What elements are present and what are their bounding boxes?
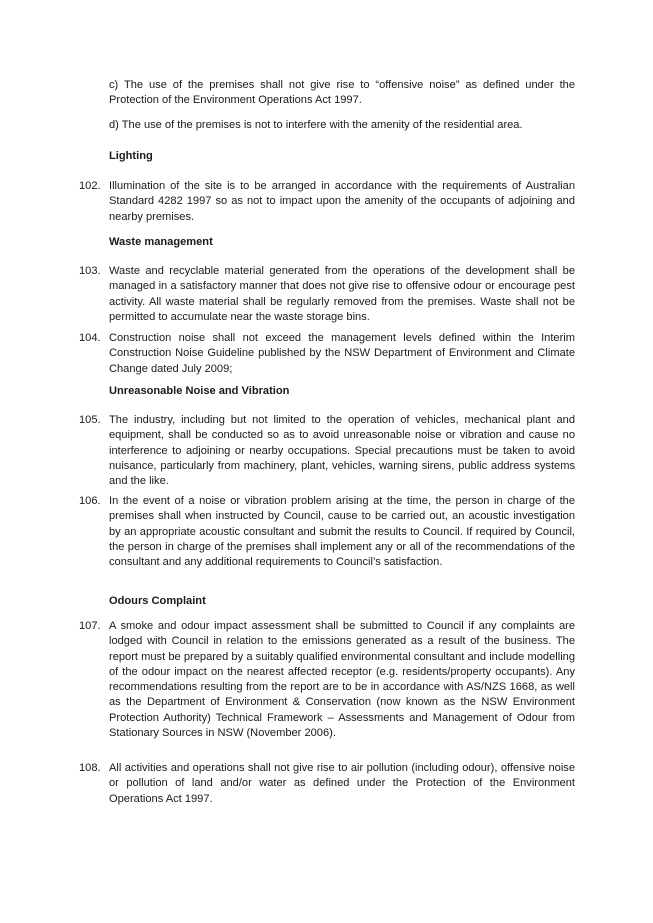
clause-107-number: 107. [79,620,101,632]
heading-odours-complaint: Odours Complaint [109,595,206,607]
clause-102-number: 102. [79,180,101,192]
clause-108-text: All activities and operations shall not give rise to air pollution (including odour), offensive noise or pollution of land and/or water as defined under the Protection of the Environment Operations Act 1997. [109,762,575,805]
clause-106-text: In the event of a noise or vibration problem arising at the time, the person in charge of the premises shall when instructed by Council, cause to be carried out, an acoustic investigation by an appropriate acoustic consultant and submit the results to Council. If required by Council, the person in charge of the premises shall implement any or all of the recommendations of the consultant and any additional requirements to Council’s satisfaction. [109,495,575,569]
clause-106-number: 106. [79,495,101,507]
heading-unreasonable-noise: Unreasonable Noise and Vibration [109,385,290,397]
clause-105-text: The industry, including but not limited to the operation of vehicles, mechanical plant and equipment, shall be conducted so as to avoid unreasonable noise or vibration and cause no interference to adjoining or nearby occupations. Special precautions must be taken to avoid nuisance, particularly from machinery, plant, vehicles, warning sirens, public address systems and the like. [109,414,575,488]
clause-d: d) The use of the premises is not to interfere with the amenity of the residential area. [109,119,523,131]
clause-c: c) The use of the premises shall not give rise to “offensive noise” as defined under the Protection of the Environment Operations Act 1997. [109,79,575,107]
clause-102-text: Illumination of the site is to be arranged in accordance with the requirements of Australian Standard 4282 1997 so as not to impact upon the amenity of the occupants of adjoining and nearby premises. [109,180,575,223]
heading-lighting: Lighting [109,150,153,162]
clause-107-text: A smoke and odour impact assessment shall be submitted to Council if any complaints are lodged with Council in relation to the emissions generated as a result of the business. The report must be prepared by a suitably qualified environmental consultant and include modelling of the odour impact on the nearest affected receptor (e.g. residents/property occupants). Any recommendations resulting from the report are to be in accordance with AS/NZS 1668, as well as the Department of Environment & Conservation (now known as the NSW Environment Protection Authority) Technical Framework – Assessments and Management of Odour from Stationary Sources in NSW (November 2006). [109,620,575,740]
clause-104-number: 104. [79,332,101,344]
clause-108-number: 108. [79,762,101,774]
clause-103-text: Waste and recyclable material generated from the operations of the development shall be managed in a satisfactory manner that does not give rise to offensive odour or encourage pest activity. All waste material shall be regularly removed from the premises. Waste shall not be permitted to accumulate near the waste storage bins. [109,265,575,323]
clause-103-number: 103. [79,265,101,277]
clause-104-text: Construction noise shall not exceed the management levels defined within the Interim Construction Noise Guideline published by the NSW Department of Environment and Climate Change dated July 2009; [109,332,575,375]
clause-105-number: 105. [79,414,101,426]
heading-waste-management: Waste management [109,236,213,248]
